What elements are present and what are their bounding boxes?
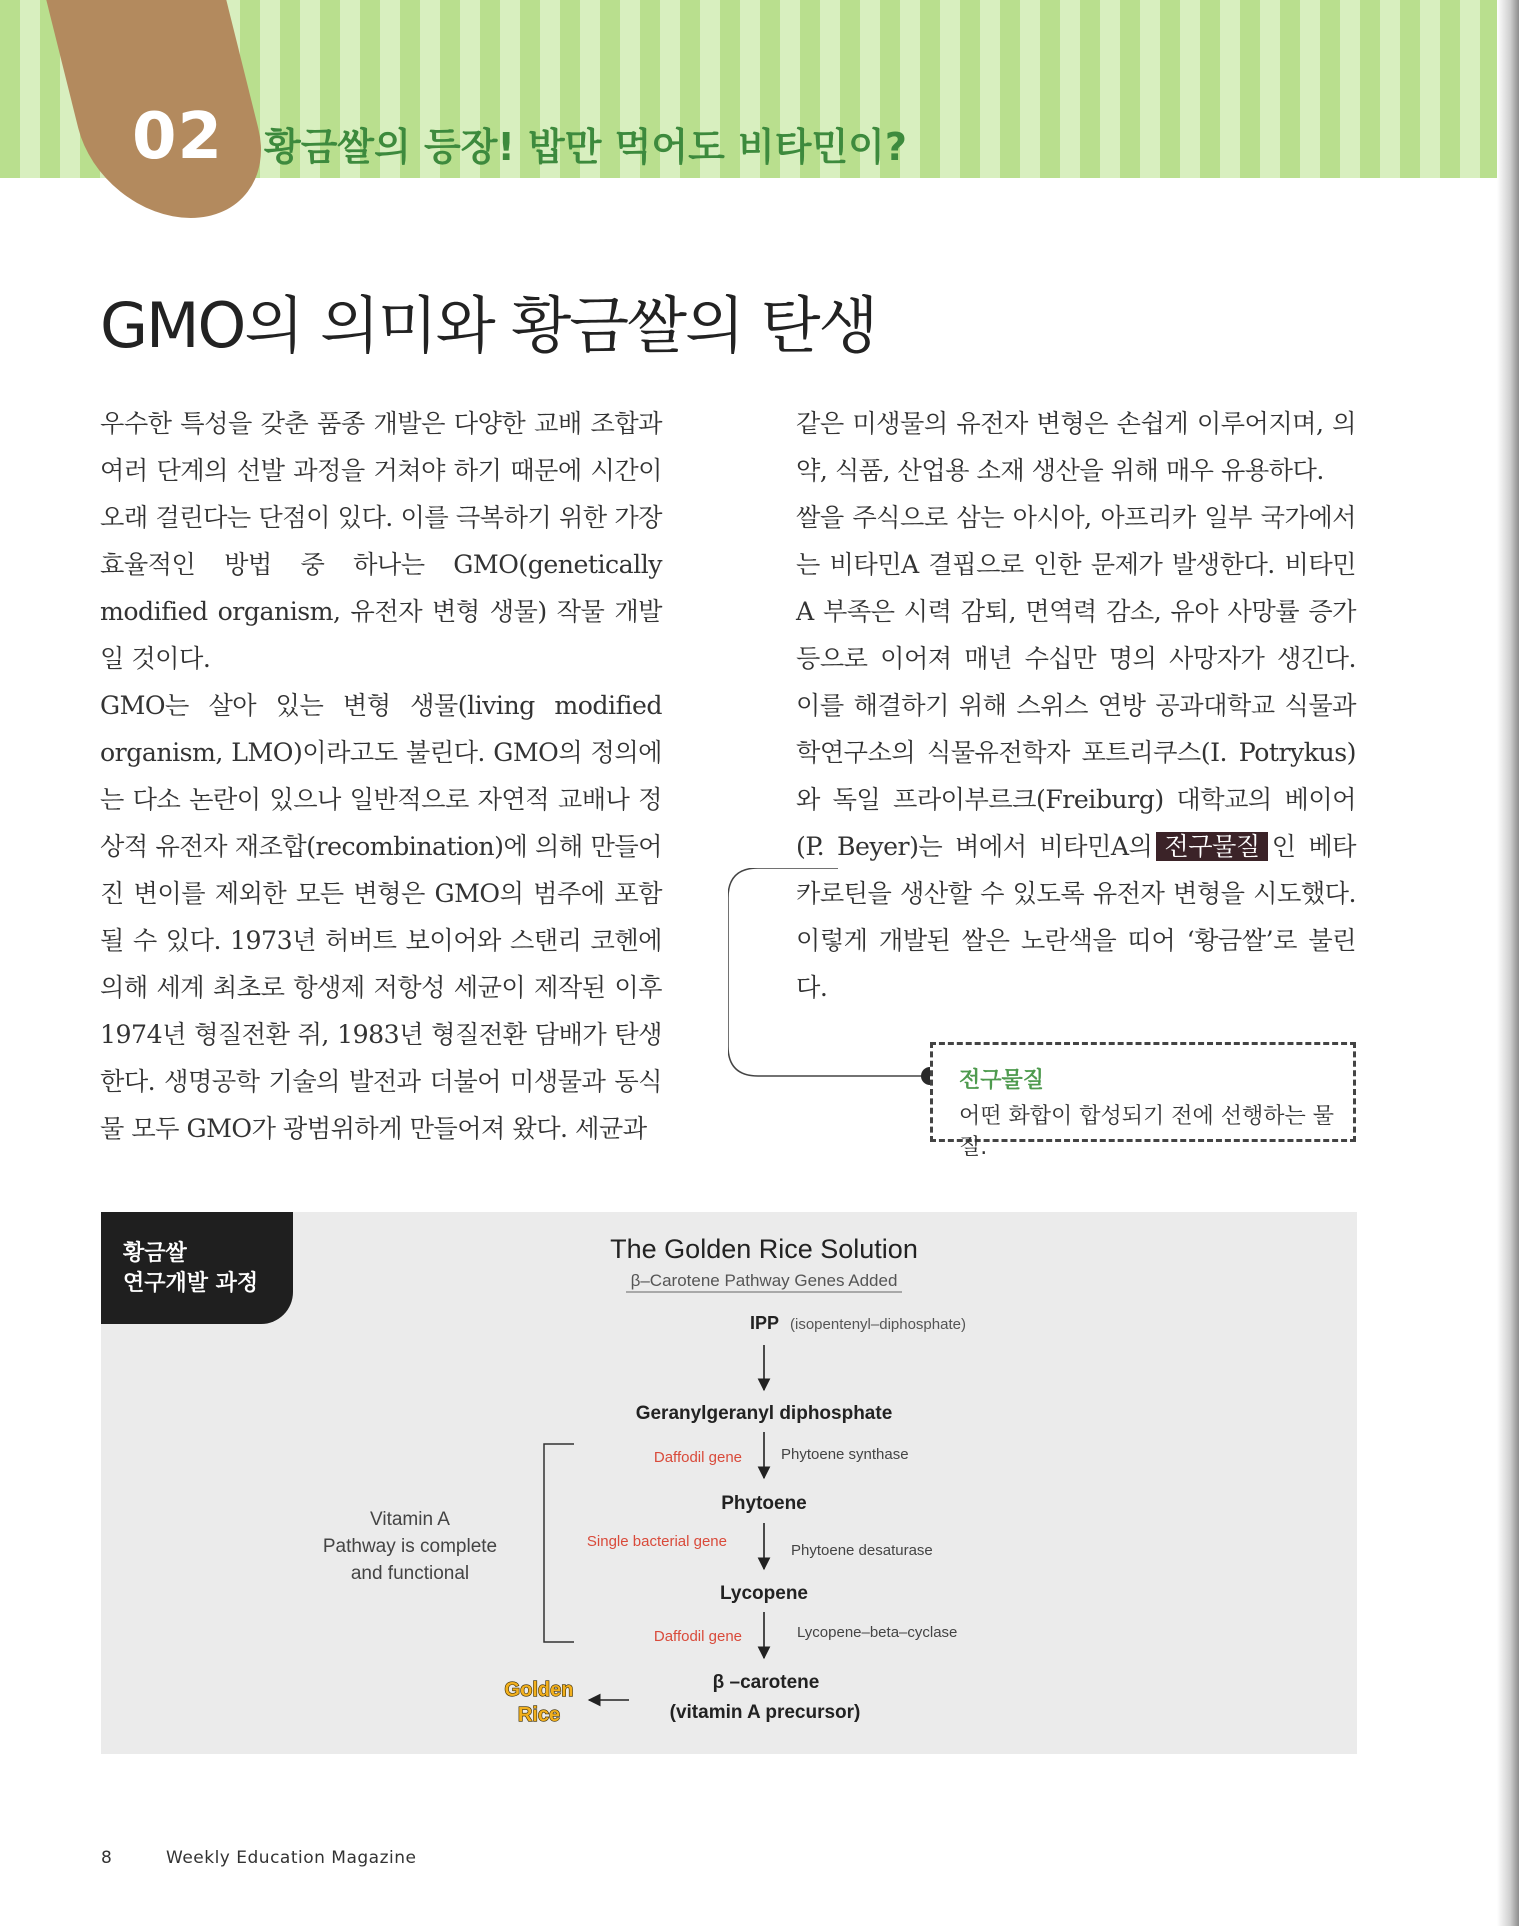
step-ggpp: Geranylgeranyl diphosphate	[635, 1403, 893, 1424]
glossary-box	[930, 1042, 1356, 1160]
gene-label: Single bacterial gene	[586, 1533, 727, 1550]
figure-subtitle: β–Carotene Pathway Genes Added	[630, 1271, 898, 1290]
golden-rice-label: Golden	[504, 1679, 574, 1701]
vitamin-note: and functional	[350, 1563, 470, 1584]
gene-label: Daffodil gene	[653, 1449, 742, 1466]
step-lycopene: Lycopene	[720, 1583, 808, 1604]
paragraph: 같은 미생물의 유전자 변형은 손쉽게 이루어지며, 의약, 식품, 산업용 소재 생산을 위해 매우 유용하다.	[796, 409, 1356, 485]
golden-rice-label: Rice	[517, 1704, 561, 1726]
step-beta-carotene: β –carotene	[712, 1672, 820, 1693]
gene-label: Daffodil gene	[653, 1628, 742, 1645]
glossary-term: 전구물질	[959, 1068, 1045, 1093]
enzyme-label: Phytoene synthase	[781, 1446, 909, 1463]
figure-label: 연구개발 과정	[123, 1271, 259, 1296]
paragraph-text: 쌀을 주식으로 삼는 아시아, 아프리카 일부 국가에서는 비타민A 결핍으로 인한 문제가 발생한다. 비타민A 부족은 시력 감퇴, 면역력 감소, 유아 사망률 증가 등으로 이어져 매년 수십만 명의 사망자가 생긴다. 이를 해결하기 위해 스위스 연방 공과대학교 식물과학연구소의 식물유전학자 포트리쿠스(I. Potrykus)와 독일 프라이부르크(Freiburg) 대학교의 베이어(P. Beyer)는 벼에서 비타민A의	[796, 503, 1356, 861]
magazine-name: Weekly Education Magazine	[166, 1848, 417, 1868]
enzyme-label: Lycopene–beta–cyclase	[797, 1624, 958, 1641]
golden-rice-figure	[101, 1212, 1357, 1754]
paragraph-text: 인 베타카로틴을 생산할 수 있도록 유전자 변형을 시도했다. 이렇게 개발된 쌀은 노란색을 띠어 ‘황금쌀’로 불린다.	[796, 832, 1357, 1002]
step-ipp: IPP	[749, 1313, 779, 1333]
section-number: 02	[132, 100, 224, 174]
step-beta-carotene-note: (vitamin A precursor)	[669, 1702, 861, 1723]
vitamin-note: Pathway is complete	[322, 1536, 498, 1557]
highlighted-term: 전구물질	[1156, 832, 1267, 861]
figure-label: 황금쌀	[123, 1241, 187, 1266]
glossary-connector	[728, 868, 948, 1088]
page-edge-shadow	[1497, 0, 1519, 1926]
section-title: 황금쌀의 등장! 밥만 먹어도 비타민이?	[264, 125, 907, 169]
enzyme-label: Phytoene desaturase	[791, 1542, 933, 1559]
step-ipp-note: (isopentenyl–diphosphate)	[790, 1316, 966, 1333]
paragraph: GMO는 살아 있는 변형 생물(living modified organism, LMO)이라고도 불린다. GMO의 정의에는 다소 논란이 있으나 일반적으로 자연적 교배나 정상적 유전자 재조합(recombination)에 의해 만들어진 변이를 제외한 모든 변형은 GMO의 범주에 포함될 수 있다. 1973년 허버트 보이어와 스탠리 코헨에 의해 세계 최초로 항생제 저항성 세균이 제작된 이후 1974년 형질전환 쥐, 1983년 형질전환 담배가 탄생한다. 생명공학 기술의 발전과 더불어 미생물과 동식물 모두 GMO가 광범위하게 만들어져 왔다. 세균과	[100, 691, 662, 1143]
page-number: 8	[101, 1848, 112, 1868]
figure-label-tab	[101, 1212, 293, 1324]
glossary-definition: 어떤 화합이 합성되기 전에 선행하는 물질.	[959, 1104, 1334, 1160]
page-title: GMO의 의미와 황금쌀의 탄생	[100, 289, 877, 362]
paragraph: 우수한 특성을 갖춘 품종 개발은 다양한 교배 조합과 여러 단계의 선발 과정을 거쳐야 하기 때문에 시간이 오래 걸린다는 단점이 있다. 이를 극복하기 위한 가장 효율적인 방법 중 하나는 GMO(genetically modified organism, 유전자 변형 생물) 작물 개발일 것이다.	[100, 409, 662, 673]
vitamin-note: Vitamin A	[370, 1509, 450, 1530]
figure-title: The Golden Rice Solution	[610, 1234, 918, 1264]
pathway-bracket	[544, 1444, 574, 1642]
step-phytoene: Phytoene	[721, 1493, 807, 1514]
left-column	[100, 400, 662, 1152]
